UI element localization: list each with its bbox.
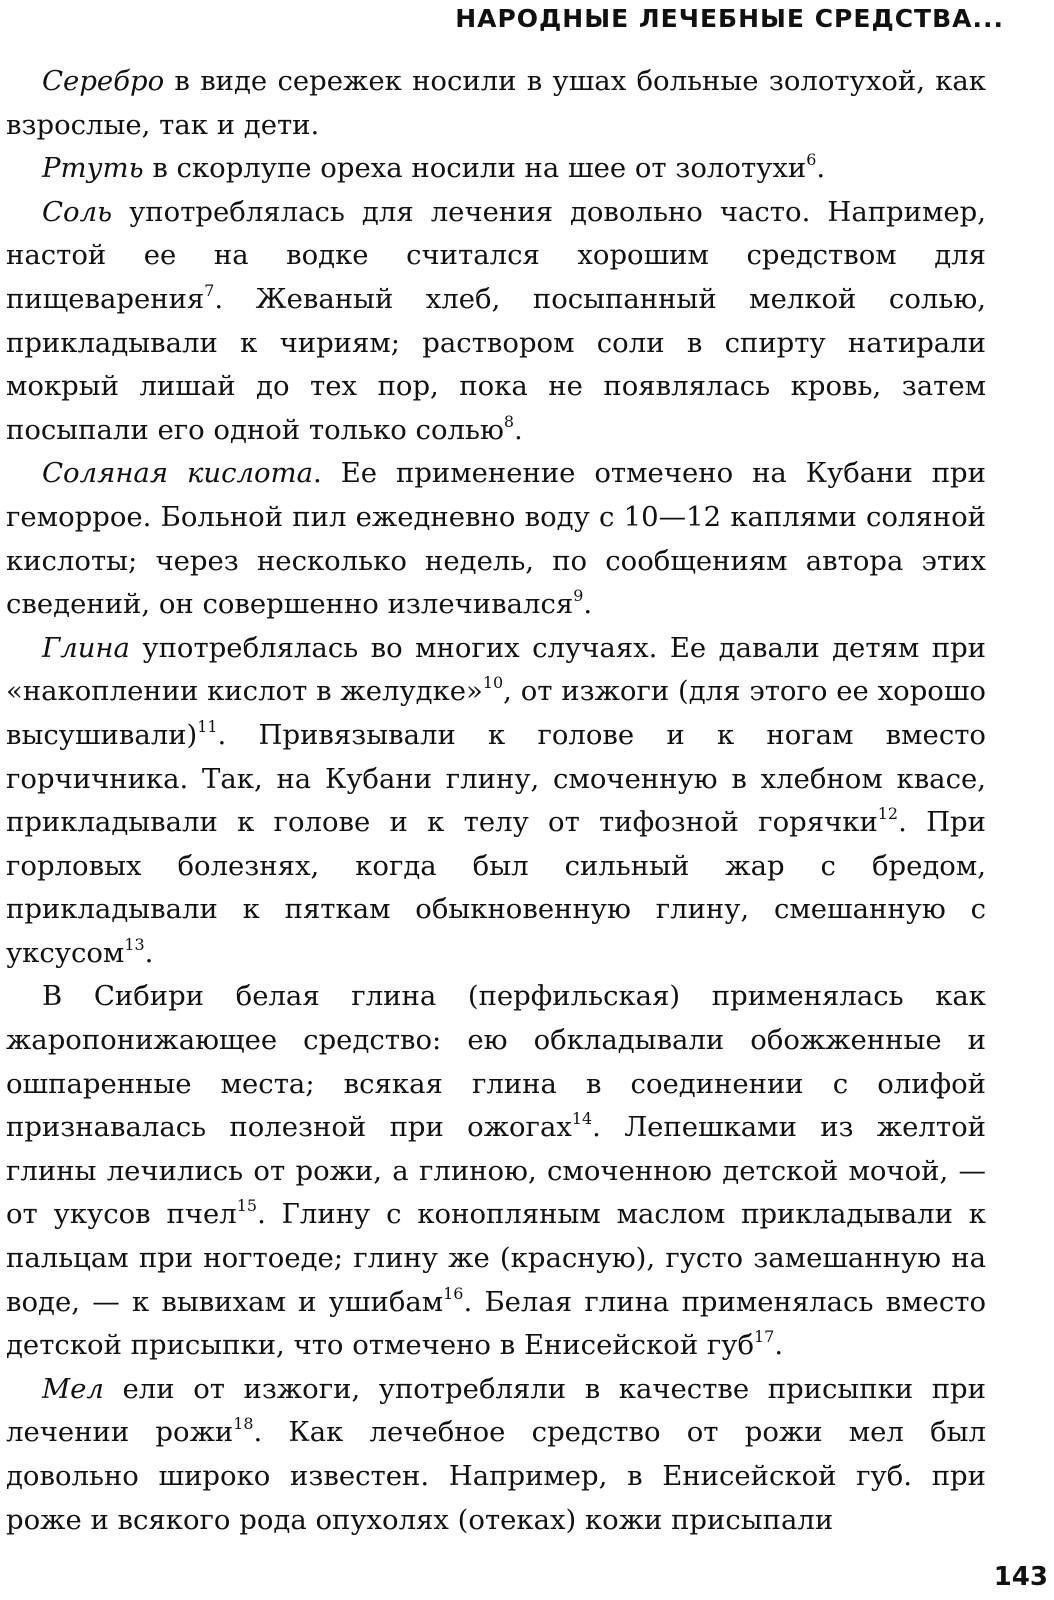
footnote-ref: 15 (236, 1196, 258, 1216)
term: Соляная кислота (42, 457, 314, 490)
paragraph (6, 1368, 986, 1542)
text-run: . Как лечебное средство от рожи мел был довольно широко известен. Например, в Енисейской губ. при роже и всякого рода опухолях (отеках) кожи присыпали (6, 1416, 987, 1536)
paragraph (6, 191, 986, 453)
footnote-ref: 8 (503, 411, 515, 431)
text-run: ели от изжоги, употребляли в качестве присыпки при лечении рожи (6, 1372, 986, 1449)
page-number: 143 (993, 1562, 1048, 1592)
text-run: . Жеваный хлеб, посыпанный мелкой солью, прикладывали к чириям; раствором соли в спирту натирали мокрый лишай до тех пор, пока не появлялась кровь, затем посыпали его одной только солью (6, 282, 986, 446)
text-run: в скорлупе ореха носили на шее от золотухи (143, 152, 807, 185)
footnote-ref: 10 (482, 673, 504, 693)
term: Серебро (42, 65, 165, 97)
footnote-ref: 9 (573, 586, 584, 606)
footnote-ref: 13 (124, 934, 145, 954)
text-run: . Привязывали к голове и к ногам вместо горчичника. Так, на Кубани глину, смоченную в хлебном квасе, прикладывали к голове и к телу от тифозной горячки (6, 718, 986, 839)
running-head: НАРОДНЫЕ ЛЕЧЕБНЫЕ СРЕДСТВА... (455, 4, 1004, 33)
term: Ртуть (42, 152, 144, 185)
text-run: . (774, 1329, 784, 1362)
text-run: . (144, 936, 154, 969)
text-run: , от изжоги (для этого ее хорошо высушивали) (6, 675, 986, 751)
footnote-ref: 6 (806, 150, 817, 170)
footnote-ref: 16 (443, 1283, 464, 1303)
term: Глина (42, 631, 130, 664)
text-run: . При горловых болезнях, когда был сильный жар с бредом, прикладывали к пяткам обыкновенную глину, смешанную с уксусом (6, 806, 986, 969)
text-run: употреблялась во многих случаях. Ее давали детям при «накоплении кислот в желудке» (6, 631, 986, 708)
footnote-ref: 12 (877, 804, 899, 824)
body-text (6, 60, 986, 1542)
text-run: . Глину с конопляным маслом прикладывали к пальцам при ногтоеде; глину же (красную), густо замешанную на воде, — к вывихам и ушибам (6, 1198, 986, 1318)
footnote-ref: 17 (754, 1327, 775, 1347)
footnote-ref: 14 (571, 1109, 593, 1129)
text-run: . (514, 413, 523, 446)
text-run: . Белая глина применялась вместо детской присыпки, что отмечено в Енисейской губ (6, 1285, 986, 1362)
text-run: употреблялась для лечения довольно часто. Например, настой ее на водке считался хорошим средством для пищеварения (6, 195, 986, 315)
text-run: . (816, 152, 826, 185)
footnote-ref: 18 (233, 1414, 254, 1434)
text-run: . Лепешками из желтой глины лечились от рожи, а глиною, смоченною детской мочой, — от укусов пчел (6, 1111, 986, 1231)
term: Соль (42, 195, 113, 228)
paragraph (6, 627, 986, 976)
footnote-ref: 7 (204, 281, 215, 301)
text-run: В Сибири белая глина (перфильская) применялась как жаропонижающее средство: ею обкладывали обожженные и ошпаренные места; всякая глина в соединении с олифой признавалась полезной при ожогах (6, 980, 986, 1144)
text-run: . Ее применение отмечено на Кубани при геморрое. Больной пил ежедневно воду с 10—12 каплями соляной кислоты; через несколько недель, по сообщениям автора этих сведений, он совершенно излечивался (6, 457, 986, 621)
paragraph (6, 60, 986, 147)
text-run: в виде сережек носили в ушах больные золотухой, как взрослые, так и дети. (6, 65, 986, 141)
text-run: . (583, 588, 593, 621)
paragraph (6, 975, 986, 1367)
paragraph (6, 147, 986, 191)
term: Мел (42, 1372, 104, 1405)
paragraph (6, 452, 986, 626)
footnote-ref: 11 (197, 716, 218, 736)
